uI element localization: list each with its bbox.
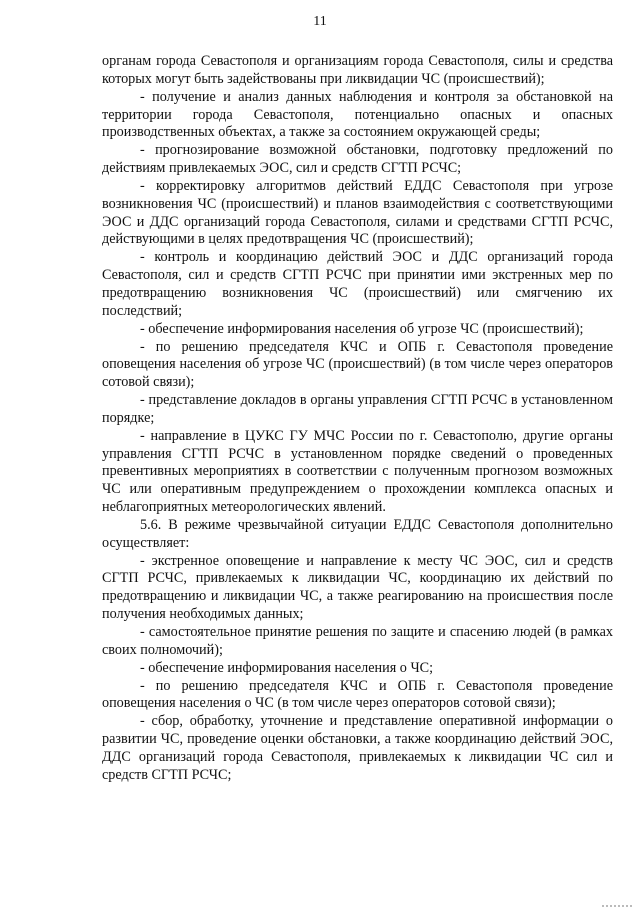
paragraph: - направление в ЦУКС ГУ МЧС России по г. Севастополю, другие органы управления СГТП РСЧС в установленном порядке сведений о проведенных превентивных мероприятиях в соответствии с полученным прогнозом возможных ЧС или оперативным предупреждением о прохождении комплекса опасных и неблагоприятных метеорологических явлений. xyxy=(102,427,613,516)
paragraph: - обеспечение информирования населения о ЧС; xyxy=(140,659,434,676)
paragraph: - представление докладов в органы управления СГТП РСЧС в установленном порядке; xyxy=(102,392,613,426)
paragraph: - прогнозирование возможной обстановки, подготовку предложений по действиям привлекаемых ЭОС, сил и средств СГТП РСЧС; xyxy=(102,142,613,177)
paragraph: - сбор, обработку, уточнение и представление оперативной информации о развитии ЧС, проведение оценки обстановки, а также координацию действий ЭОС, ДДС организаций города Севастополя, привлекаемых к ликвидации ЧС сил и средств СГТП РСЧС; xyxy=(102,713,613,783)
page-number: 11 xyxy=(313,14,327,29)
paragraph: - по решению председателя КЧС и ОПБ г. Севастополя проведение оповещения населения о ЧС (в том числе через операторов сотовой связи); xyxy=(102,677,613,712)
scan-artifact xyxy=(602,905,632,912)
paragraph: - самостоятельное принятие решения по защите и спасению людей (в рамках своих полномочий); xyxy=(102,624,613,658)
paragraph: - получение и анализ данных наблюдения и контроля за обстановкой на территории города Севастополя, потенциально опасных и опасных производственных объектах, а также за состоянием окружающей среды; xyxy=(102,88,613,141)
section-heading-paragraph: 5.6. В режиме чрезвычайной ситуации ЕДДС Севастополя дополнительно осуществляет: xyxy=(102,516,613,551)
paragraph: - экстренное оповещение и направление к месту ЧС ЭОС, сил и средств СГТП РСЧС, привлекаемых к ликвидации ЧС, координацию их действий по предотвращению и ликвидации ЧС, а также реагированию на происшествия после получения необходимых данных; xyxy=(102,552,613,623)
paragraph: - корректировку алгоритмов действий ЕДДС Севастополя при угрозе возникновения ЧС (происшествий) и планов взаимодействия с соответствующими ЭОС и ДДС организаций города Севастополя, силами и средствами СГТП РСЧС, действующими в целях предотвращения ЧС (происшествий); xyxy=(102,177,613,248)
document-body xyxy=(102,53,613,785)
paragraph: - обеспечение информирования населения об угрозе ЧС (происшествий); xyxy=(140,320,584,337)
paragraph: - по решению председателя КЧС и ОПБ г. Севастополя проведение оповещения населения об угрозе ЧС (происшествий) (в том числе через операторов сотовой связи); xyxy=(102,338,613,391)
paragraph: - контроль и координацию действий ЭОС и ДДС организаций города Севастополя, сил и средств СГТП РСЧС при принятии ими экстренных мер по предотвращению возникновения ЧС (происшествий) или смягчению их последствий; xyxy=(102,249,613,319)
paragraph: органам города Севастополя и организациям города Севастополя, силы и средства которых могут быть задействованы при ликвидации ЧС (происшествий); xyxy=(102,53,613,87)
